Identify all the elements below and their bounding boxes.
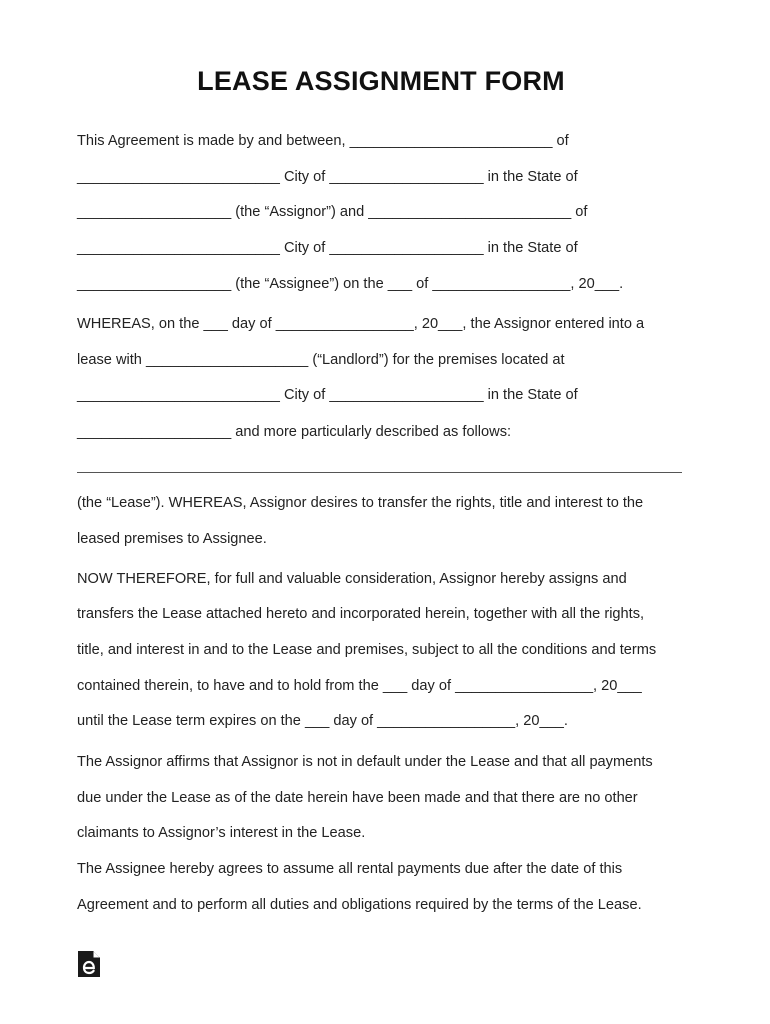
premises-description-blank <box>77 472 682 473</box>
whereas-line-1: WHEREAS, on the ___ day of _________________, 20___, the Assignor entered into a <box>77 316 645 332</box>
therefore-line-4: contained therein, to have and to hold from the ___ day of _________________, 20___ <box>77 678 642 694</box>
premises-address-line: _________________________ City of ___________________ in the State of <box>77 387 578 403</box>
affirm-line-3: claimants to Assignor’s interest in the Lease. <box>77 825 366 841</box>
therefore-line-3: title, and interest in and to the Lease and premises, subject to all the conditions and terms <box>77 642 657 658</box>
assignee-address-line: _________________________ City of ___________________ in the State of <box>77 240 578 256</box>
affirm-line-2: due under the Lease as of the date herein have been made and that there are no other <box>77 790 638 806</box>
assignor-assignee-line: ___________________ (the “Assignor”) and _________________________ of <box>77 204 588 220</box>
assignor-address-line: _________________________ City of ___________________ in the State of <box>77 169 578 185</box>
therefore-line-5: until the Lease term expires on the ___ day of _________________, 20___. <box>77 713 568 729</box>
affirm-line-1: The Assignor affirms that Assignor is not in default under the Lease and that all payments <box>77 754 653 770</box>
assignee-agrees-line-1: The Assignee hereby agrees to assume all rental payments due after the date of this <box>77 861 623 877</box>
agreement-line-1: This Agreement is made by and between, _________________________ of <box>77 133 569 149</box>
lease-whereas-line-1: (the “Lease”). WHEREAS, Assignor desires to transfer the rights, title and interest to the <box>77 495 644 511</box>
landlord-line: lease with ____________________ (“Landlord”) for the premises located at <box>77 352 565 368</box>
page-title: LEASE ASSIGNMENT FORM <box>197 66 565 96</box>
assignee-date-line: ___________________ (the “Assignee”) on the ___ of _________________, 20___. <box>77 276 624 292</box>
therefore-line-2: transfers the Lease attached hereto and incorporated herein, together with all the rights, <box>77 606 645 622</box>
therefore-line-1: NOW THEREFORE, for full and valuable consideration, Assignor hereby assigns and <box>77 571 627 587</box>
lease-whereas-line-2: leased premises to Assignee. <box>77 531 267 547</box>
assignee-agrees-line-2: Agreement and to perform all duties and obligations required by the terms of the Lease. <box>77 897 642 913</box>
premises-state-line: ___________________ and more particularly described as follows: <box>77 424 512 440</box>
eforms-logo-icon <box>78 951 100 977</box>
